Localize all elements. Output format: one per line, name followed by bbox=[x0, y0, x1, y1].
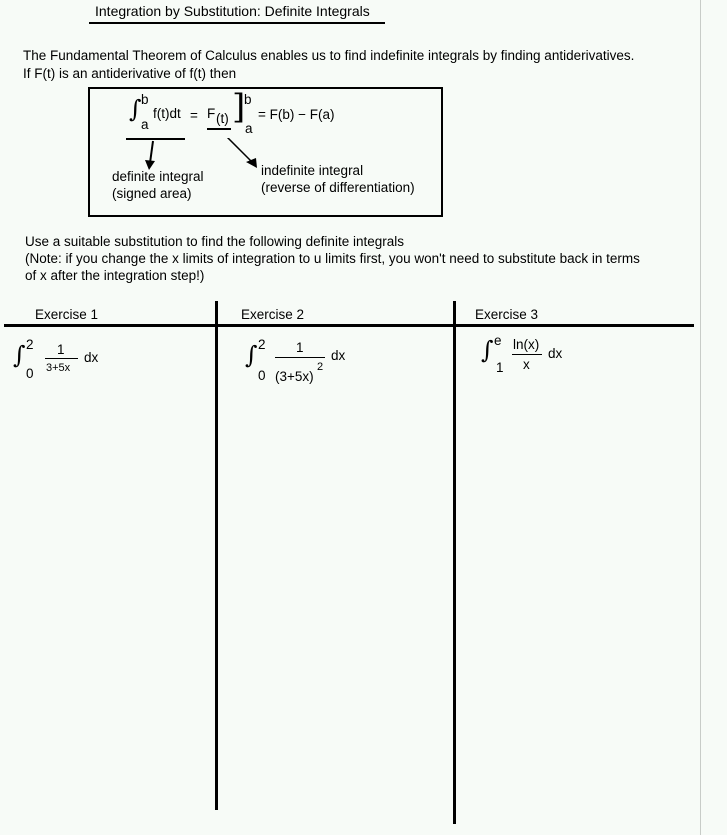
ftc-F: F bbox=[207, 106, 216, 121]
instructions-line-1: Use a suitable substitution to find the following definite integrals bbox=[25, 234, 404, 249]
title-underline bbox=[89, 22, 385, 24]
ex1-upper-limit: 2 bbox=[26, 337, 34, 352]
exercise-2-heading: Exercise 2 bbox=[241, 307, 305, 322]
ex1-fraction-bar bbox=[45, 358, 78, 359]
ex2-fraction-bar bbox=[275, 357, 325, 358]
instructions-line-2: (Note: if you change the x limits of integration to u limits first, you won't need to substitute back in terms bbox=[25, 251, 640, 266]
intro-line-2: If F(t) is an antiderivative of f(t) then bbox=[23, 66, 237, 81]
definite-label-line-2: (signed area) bbox=[112, 186, 192, 201]
ex1-integral-sign: ∫ bbox=[13, 341, 26, 369]
ex1-differential: dx bbox=[84, 350, 99, 365]
ex2-differential: dx bbox=[331, 348, 346, 363]
ex2-denominator-exponent: 2 bbox=[317, 361, 324, 373]
exercise-divider-2 bbox=[453, 301, 456, 824]
exercise-divider-1 bbox=[215, 301, 218, 810]
ex1-denominator: 3+5x bbox=[46, 362, 71, 374]
ftc-lower-limit: a bbox=[141, 117, 149, 132]
ex2-integral-sign: ∫ bbox=[245, 341, 258, 369]
exercise-header-rule bbox=[4, 324, 694, 327]
ftc-bracket: ] bbox=[232, 87, 246, 127]
page-right-edge bbox=[700, 0, 701, 835]
ftc-integral-sign: ∫ bbox=[129, 95, 142, 123]
ex2-denominator: (3+5x) bbox=[275, 369, 314, 384]
page-title: Integration by Substitution: Definite Integrals bbox=[95, 3, 370, 19]
ex3-denominator: x bbox=[523, 357, 530, 372]
arrow-to-indefinite bbox=[220, 138, 257, 168]
ftc-integrand: f(t)dt bbox=[153, 106, 181, 121]
ftc-F-arg: (t) bbox=[216, 111, 229, 126]
intro-line-1: The Fundamental Theorem of Calculus enables us to find indefinite integrals by finding antiderivatives. bbox=[23, 48, 635, 63]
ex3-lower-limit: 1 bbox=[496, 360, 504, 375]
arrow-to-definite bbox=[145, 141, 155, 170]
ftc-equals: = bbox=[190, 108, 198, 123]
instructions-line-3: of x after the integration step!) bbox=[25, 268, 205, 283]
ex3-upper-limit: e bbox=[494, 333, 502, 348]
ex1-lower-limit: 0 bbox=[26, 366, 34, 381]
ex2-lower-limit: 0 bbox=[258, 368, 266, 383]
ex2-upper-limit: 2 bbox=[258, 337, 266, 352]
exercise-1-heading: Exercise 1 bbox=[35, 307, 99, 322]
ftc-bracket-upper: b bbox=[244, 92, 252, 107]
definite-label-line-1: definite integral bbox=[112, 169, 204, 184]
indefinite-label-line-1: indefinite integral bbox=[261, 163, 364, 178]
exercise-3-heading: Exercise 3 bbox=[475, 307, 539, 322]
ex3-numerator: ln(x) bbox=[513, 337, 540, 352]
ex3-fraction-bar bbox=[512, 354, 542, 355]
ftc-bracket-lower: a bbox=[245, 121, 253, 136]
ex3-differential: dx bbox=[548, 346, 563, 361]
ftc-rhs: = F(b) − F(a) bbox=[258, 107, 335, 122]
ex1-numerator: 1 bbox=[57, 342, 65, 357]
indefinite-label-line-2: (reverse of differentiation) bbox=[261, 180, 415, 195]
ex2-numerator: 1 bbox=[296, 340, 304, 355]
ftc-upper-limit: b bbox=[141, 92, 149, 107]
ex3-integral-sign: ∫ bbox=[481, 336, 494, 364]
ftc-F-underline bbox=[207, 128, 231, 130]
